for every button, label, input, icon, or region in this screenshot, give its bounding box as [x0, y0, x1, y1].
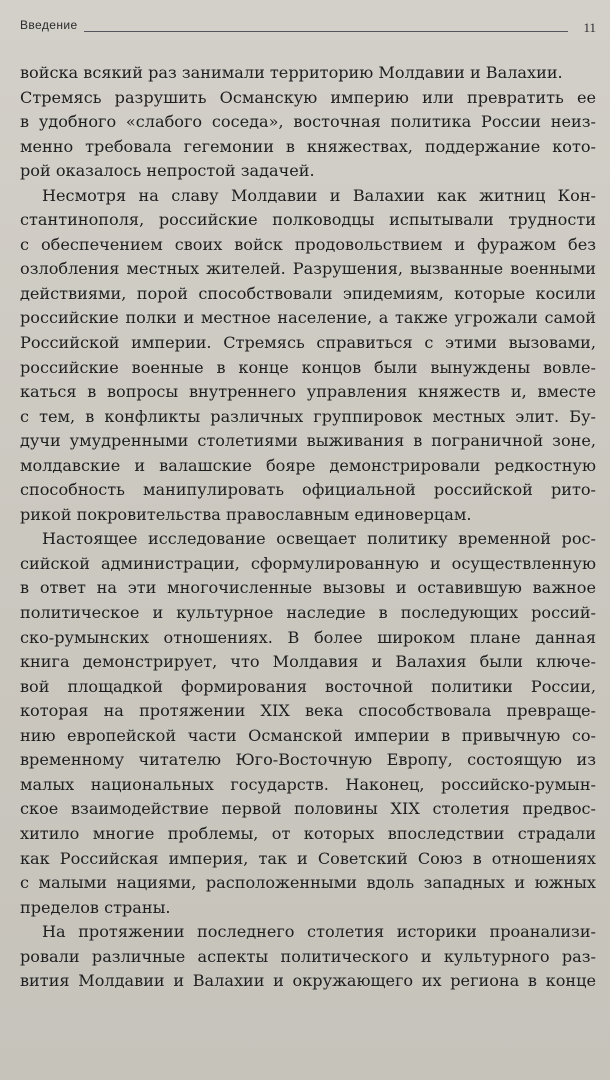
- text-line: с малыми нациями, расположенными вдоль западных и южных: [20, 873, 596, 893]
- text-line: каться в вопросы внутреннего управления княжеств и, вместе: [20, 382, 596, 402]
- text-line: озлобления местных жителей. Разрушения, вызванные военными: [20, 259, 596, 279]
- text-line: ровали различные аспекты политического и культурного раз-: [20, 946, 596, 966]
- text-line: менно требовала гегемонии в княжествах, поддержание кото-: [20, 136, 596, 156]
- text-line: российские полки и местное население, а также угрожали самой: [20, 308, 596, 328]
- text-line: временному читателю Юго-Восточную Европу, состоящую из: [20, 750, 596, 770]
- page-number: 11: [583, 20, 596, 35]
- text-line: пределов страны.: [20, 897, 171, 917]
- text-line: в ответ на эти многочисленные вызовы и оставившую важное: [20, 578, 596, 598]
- text-line: ско-румынских отношениях. В более широком плане данная: [20, 627, 596, 647]
- text-line: хитило многие проблемы, от которых впоследствии страдали: [20, 823, 596, 843]
- text-line: ское взаимодействие первой половины XIX столетия предвос-: [20, 799, 596, 819]
- text-line: войска всякий раз занимали территорию Молдавии и Валахии.: [20, 63, 563, 82]
- running-head: [20, 18, 596, 40]
- text-line: вой площадкой формирования восточной политики России,: [20, 676, 596, 696]
- text-line: молдавские и валашские бояре демонстрировали редкостную: [20, 455, 596, 475]
- text-line: способность манипулировать официальной российской рито-: [20, 480, 596, 500]
- header-rule: [84, 31, 568, 32]
- text-line: книга демонстрирует, что Молдавия и Валахия были ключе-: [20, 652, 596, 672]
- text-line: которая на протяжении XIX века способствовала превраще-: [20, 701, 596, 721]
- text-line: с тем, в конфликты различных группировок местных элит. Бу-: [20, 406, 596, 426]
- running-title: Введение: [20, 18, 78, 32]
- text-line: в удобного «слабого соседа», восточная политика России неиз-: [20, 112, 596, 132]
- text-line: сийской администрации, сформулированную и осуществленную: [20, 553, 596, 573]
- text-line: с обеспечением своих войск продовольствием и фуражом без: [20, 234, 596, 254]
- text-line: дучи умудренными столетиями выживания в пограничной зоне,: [20, 431, 596, 451]
- text-line: Настоящее исследование освещает политику временной рос-: [42, 529, 596, 549]
- text-line: нию европейской части Османской империи в привычную со-: [20, 725, 596, 745]
- text-line: как Российская империя, так и Советский Союз в отношениях: [20, 848, 596, 868]
- text-line: российские военные в конце концов были вынуждены вовле-: [20, 357, 596, 377]
- text-line: На протяжении последнего столетия историки проанализи-: [42, 922, 596, 942]
- text-line: действиями, порой способствовали эпидемиям, которые косили: [20, 283, 596, 303]
- body-text: [20, 61, 596, 994]
- text-line: стантинополя, российские полководцы испытывали трудности: [20, 210, 596, 230]
- text-line: рикой покровительства православным единоверцам.: [20, 504, 472, 524]
- text-line: вития Молдавии и Валахии и окружающего их региона в конце: [20, 971, 596, 991]
- text-line: Стремясь разрушить Османскую империю или превратить ее: [20, 87, 596, 107]
- text-line: политическое и культурное наследие в последующих россий-: [20, 603, 596, 623]
- text-line: Российской империи. Стремясь справиться с этими вызовами,: [20, 333, 596, 353]
- text-line: рой оказалось непростой задачей.: [20, 161, 315, 181]
- text-line: Несмотря на славу Молдавии и Валахии как житниц Кон-: [42, 185, 596, 205]
- text-line: малых национальных государств. Наконец, российско-румын-: [20, 774, 596, 794]
